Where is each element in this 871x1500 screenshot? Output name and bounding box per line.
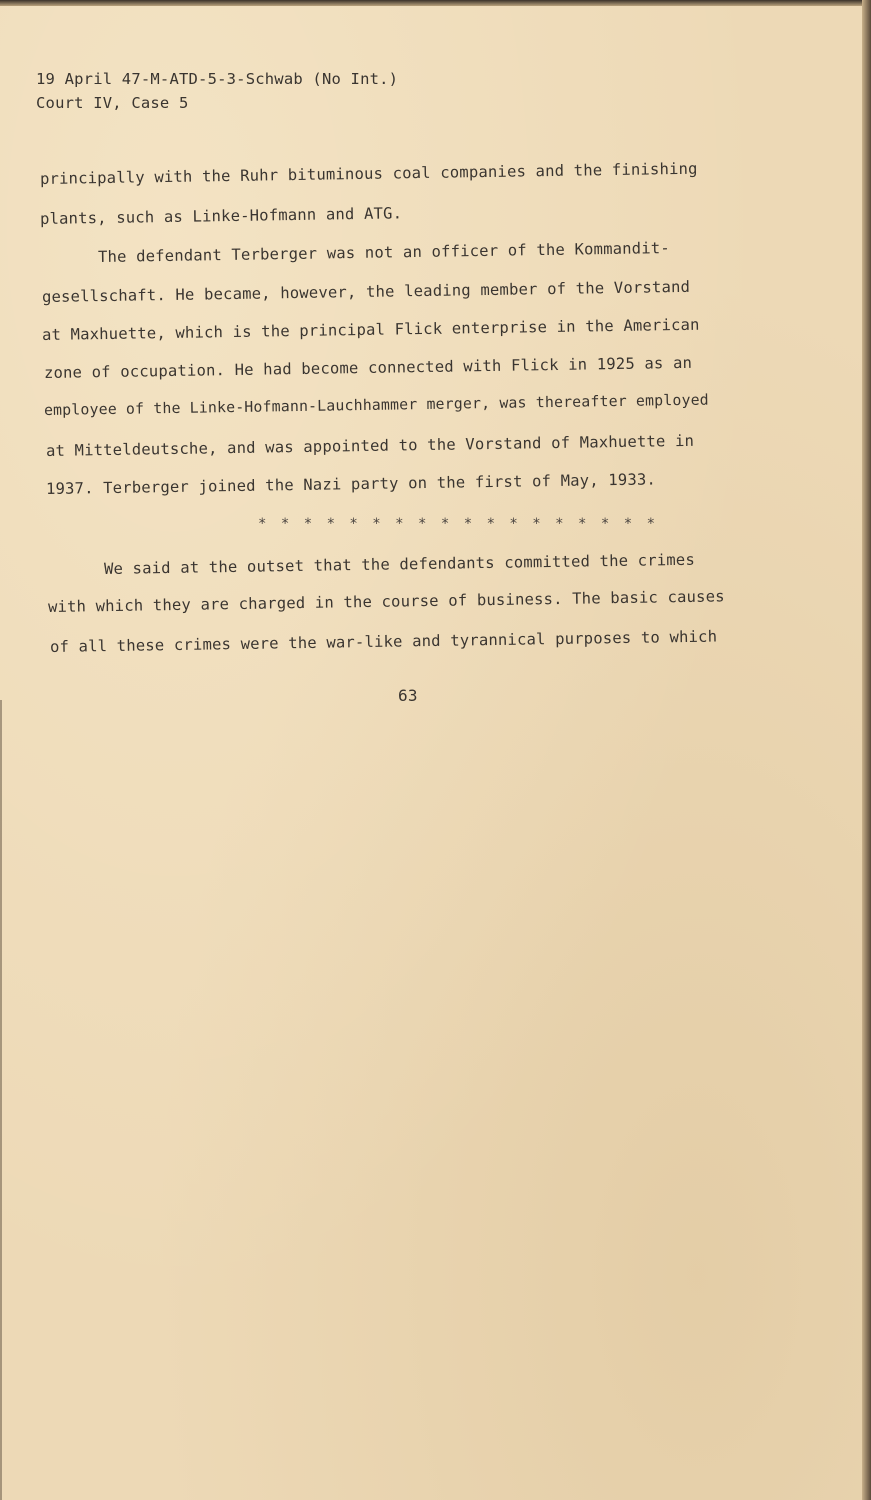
page-number: 63 (398, 686, 418, 705)
page-top-edge (0, 0, 871, 6)
binding-mark (0, 700, 12, 1500)
body-line: plants, such as Linke-Hofmann and ATG. (39, 204, 403, 228)
body-line: at Maxhuette, which is the principal Flick enterprise in the American (41, 315, 700, 344)
section-separator: * * * * * * * * * * * * * * * * * * (258, 516, 659, 532)
body-line: principally with the Ruhr bituminous coal companies and the finishing (39, 159, 698, 188)
body-line: gesellschaft. He became, however, the leading member of the Vorstand (41, 277, 691, 306)
body-line: at Mitteldeutsche, and was appointed to the Vorstand of Maxhuette in (45, 431, 695, 460)
body-line: zone of occupation. He had become connected with Flick in 1925 as an (43, 353, 693, 382)
header-reference-line: 19 April 47-M-ATD-5-3-Schwab (No Int.) (36, 70, 399, 88)
header-court-line: Court IV, Case 5 (36, 94, 189, 112)
body-line: of all these crimes were the war-like and tyrannical purposes to which (49, 627, 718, 656)
body-line: 1937. Terberger joined the Nazi party on the first of May, 1933. (45, 470, 657, 498)
body-line: We said at the outset that the defendants committed the crimes (103, 550, 696, 578)
page-right-edge (862, 0, 871, 1500)
body-line: with which they are charged in the course of business. The basic causes (47, 587, 725, 616)
body-line: employee of the Linke-Hofmann-Lauchhammer merger, was thereafter employed (43, 391, 709, 419)
body-line: The defendant Terberger was not an officer of the Kommandit- (97, 239, 670, 266)
